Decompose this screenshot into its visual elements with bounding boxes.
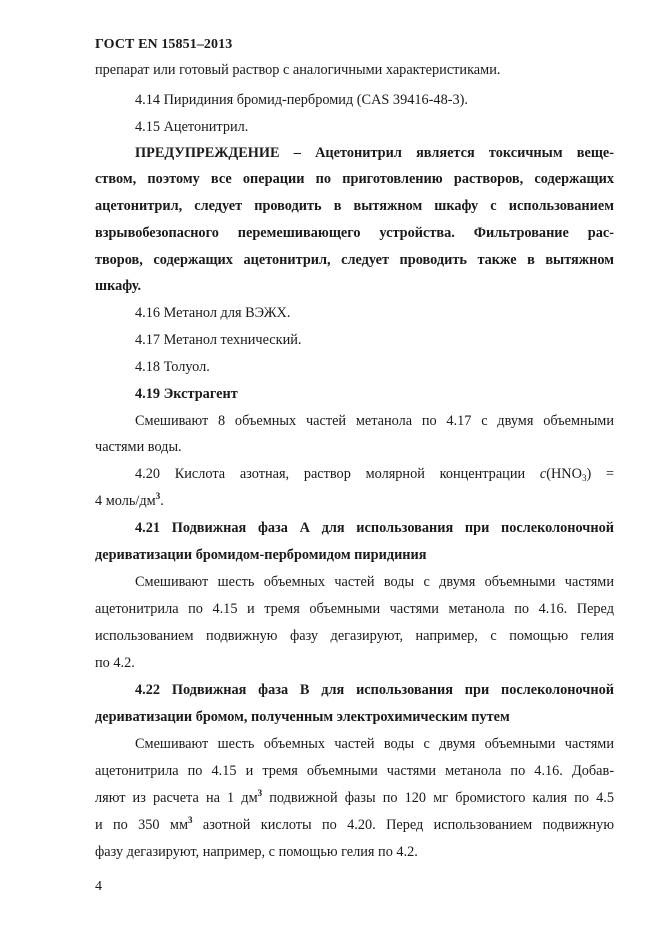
formula-symbol: c bbox=[539, 466, 547, 482]
text-span: подвижной фазы по 120 мг бромистого калия по 4.5 bbox=[262, 790, 614, 806]
text-span: . bbox=[160, 493, 164, 509]
clause-4-22-heading: дериватизации бромом, полученным электрохимическим путем bbox=[95, 709, 510, 725]
warning-line: шкафу. bbox=[95, 278, 142, 294]
clause-4-21-heading: 4.21 Подвижная фаза А для использования при послеколоночной bbox=[135, 520, 614, 536]
text-line bbox=[95, 815, 614, 835]
text-span: ляют из расчета на 1 дм bbox=[95, 790, 258, 806]
superscript: 3 bbox=[188, 815, 193, 825]
text-line: ацетонитрила по 4.15 и тремя объемными частями метанола по 4.16. Перед bbox=[95, 601, 614, 617]
text-line: Смешивают шесть объемных частей воды с двумя объемными частями bbox=[135, 736, 614, 752]
text-line: ацетонитрила по 4.15 и тремя объемными частями метанола по 4.16. Добав- bbox=[95, 763, 614, 779]
text-span: и по 350 мм bbox=[95, 817, 189, 833]
text-line: частями воды. bbox=[95, 439, 182, 455]
text-span: ) = bbox=[586, 466, 615, 482]
clause-4-20 bbox=[135, 464, 614, 484]
text-line: фазу дегазируют, например, с помощью гелия по 4.2. bbox=[95, 844, 418, 860]
text-line: Смешивают 8 объемных частей метанола по 4.17 с двумя объемными bbox=[135, 413, 614, 429]
clause-4-18: 4.18 Толуол. bbox=[135, 359, 210, 375]
warning-line: взрывобезопасного перемешивающего устройства. Фильтрование рас- bbox=[95, 225, 614, 241]
warning-line: творов, содержащих ацетонитрил, следует проводить также в вытяжном bbox=[95, 252, 614, 268]
warning-line: ацетонитрил, следует проводить в вытяжном шкафу с использованием bbox=[95, 198, 614, 214]
clause-4-14: 4.14 Пиридиния бромид-пербромид (CAS 39416-48-3). bbox=[135, 92, 468, 108]
clause-4-16: 4.16 Метанол для ВЭЖХ. bbox=[135, 305, 291, 321]
superscript: 3 bbox=[257, 788, 263, 798]
clause-4-21-heading: дериватизации бромидом-пербромидом пиридиния bbox=[95, 547, 427, 563]
text-line bbox=[95, 788, 614, 808]
text-line: использованием подвижную фазу дегазируют, например, с помощью гелия bbox=[95, 628, 614, 644]
text-span: 4 моль/дм bbox=[95, 493, 156, 509]
clause-4-17: 4.17 Метанол технический. bbox=[135, 332, 302, 348]
text-line: по 4.2. bbox=[95, 655, 135, 671]
clause-4-15: 4.15 Ацетонитрил. bbox=[135, 119, 249, 135]
subscript: 3 bbox=[581, 473, 587, 483]
standard-header: ГОСТ EN 15851–2013 bbox=[95, 37, 233, 52]
text-line bbox=[95, 491, 614, 511]
text-span: азотной кислоты по 4.20. Перед использованием подвижную bbox=[192, 817, 614, 833]
page-number: 4 bbox=[95, 879, 102, 894]
warning-line: ПРЕДУПРЕЖДЕНИЕ – Ацетонитрил является токсичным веще- bbox=[135, 145, 614, 161]
text-span: 4.20 Кислота азотная, раствор молярной концентрации bbox=[135, 466, 540, 482]
text-span: (HNO bbox=[546, 466, 582, 482]
superscript: 3 bbox=[155, 491, 161, 501]
text-line: Смешивают шесть объемных частей воды с двумя объемными частями bbox=[135, 574, 614, 590]
warning-line: ством, поэтому все операции по приготовлению растворов, содержащих bbox=[95, 171, 614, 187]
clause-4-22-heading: 4.22 Подвижная фаза В для использования при послеколоночной bbox=[135, 682, 614, 698]
clause-4-19-heading: 4.19 Экстрагент bbox=[135, 386, 238, 402]
text-line: препарат или готовый раствор с аналогичными характеристиками. bbox=[95, 62, 501, 78]
